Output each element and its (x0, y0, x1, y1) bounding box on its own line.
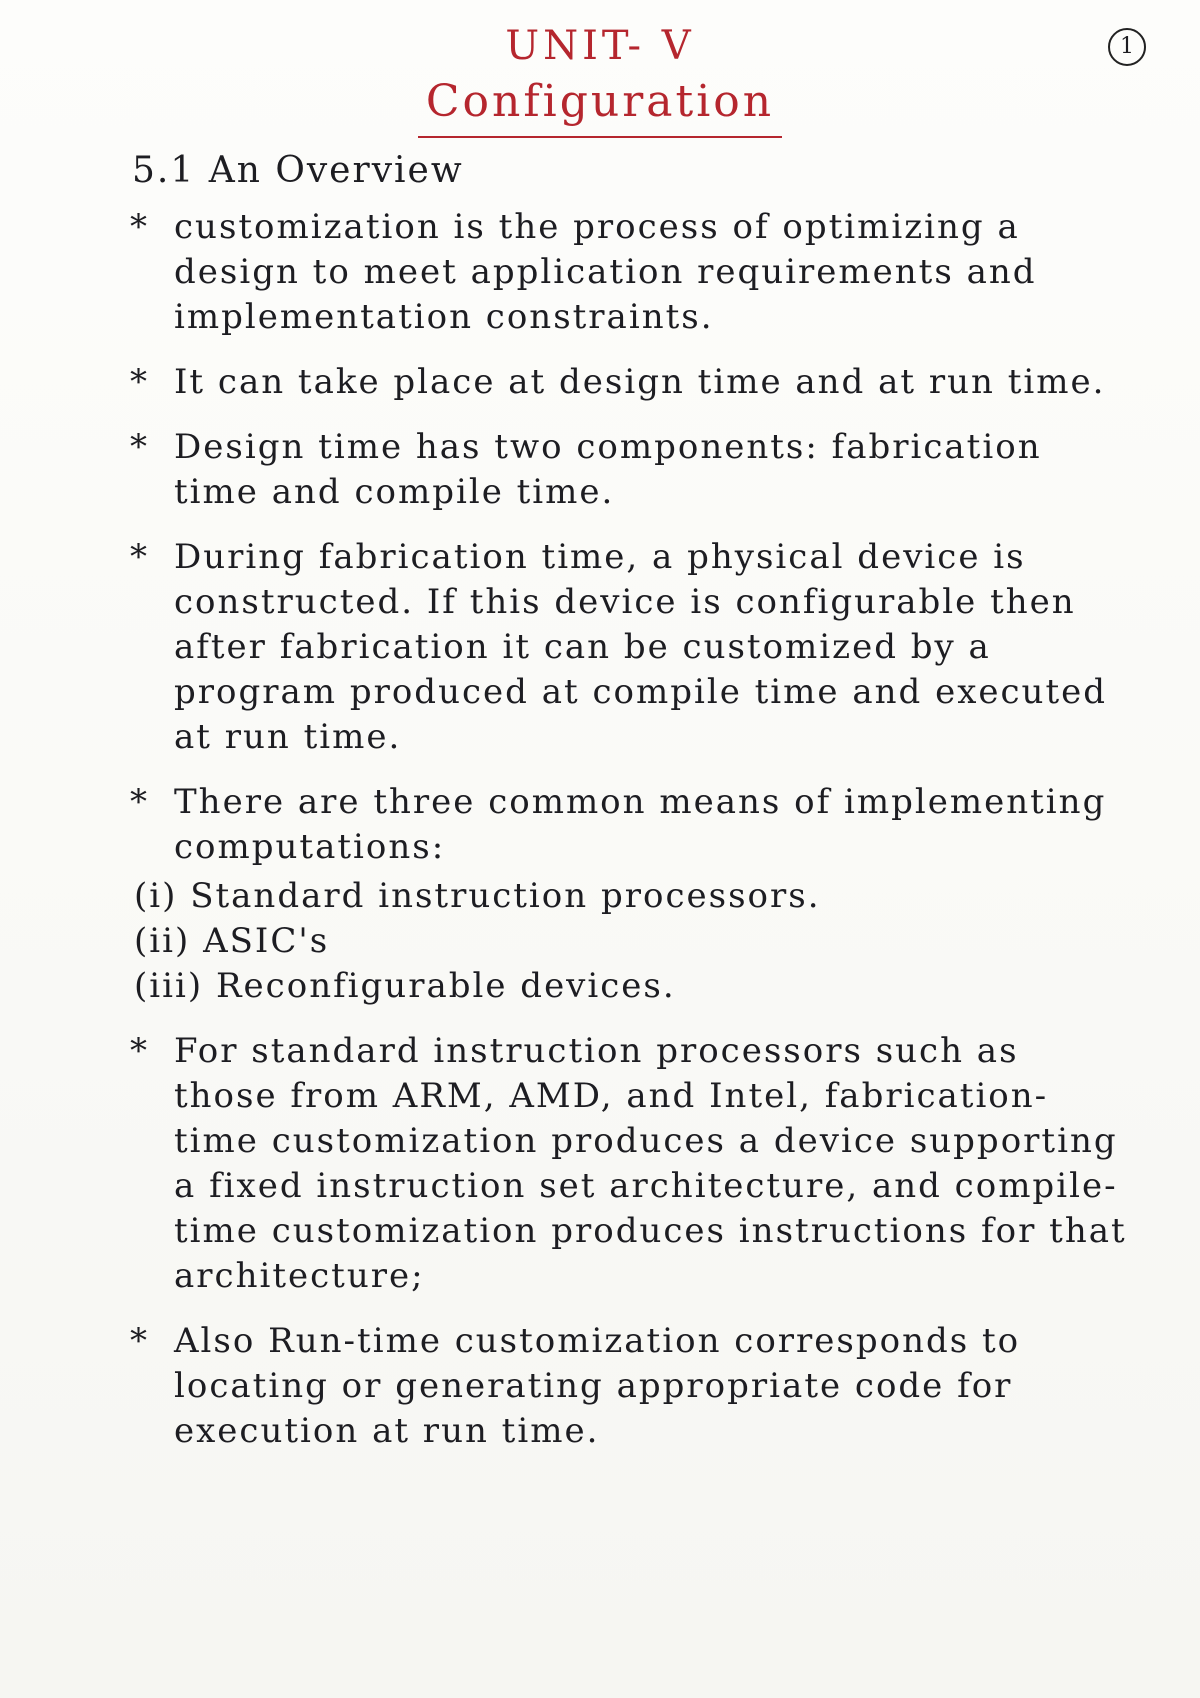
bullet-text: It can take place at design time and at run time. (174, 362, 1106, 402)
bullet-text: During fabrication time, a physical device is constructed. If this device is configurable then after fabrication it can be customized by a program produced at compile time and executed at run time. (174, 537, 1107, 757)
bullet-star-icon: * (130, 1031, 149, 1071)
bullet-text: customization is the process of optimizing a design to meet application requirements and implementation constraints. (174, 207, 1037, 337)
bullet-star-icon: * (130, 782, 149, 822)
bullet-item (130, 780, 1130, 870)
means-list (134, 874, 1130, 1009)
section-heading: 5.1 An Overview (132, 150, 464, 191)
page-number-circle: 1 (1108, 28, 1146, 66)
bullet-star-icon: * (130, 427, 149, 467)
page-header (0, 20, 1200, 138)
bullet-item (130, 360, 1130, 405)
means-item: (ii) ASIC's (134, 921, 330, 961)
bullet-star-icon: * (130, 362, 149, 402)
chapter-title: Configuration (418, 74, 782, 138)
bullet-item (130, 535, 1130, 760)
bullet-item (130, 425, 1130, 515)
notes-body (130, 205, 1130, 1474)
means-item: (i) Standard instruction processors. (134, 876, 821, 916)
bullet-text: There are three common means of implementing computations: (174, 782, 1107, 867)
means-item: (iii) Reconfigurable devices. (134, 966, 676, 1006)
bullet-star-icon: * (130, 1321, 149, 1361)
bullet-star-icon: * (130, 207, 149, 247)
bullet-item (130, 1029, 1130, 1299)
unit-title: UNIT- V (505, 23, 695, 69)
bullet-item (130, 1319, 1130, 1454)
title-wrap (418, 74, 782, 138)
bullet-text: For standard instruction processors such as those from ARM, AMD, and Intel, fabrication-time customization produces a device supporting a fixed instruction set architecture, and compile-time customization produces instructions for that architecture; (174, 1031, 1127, 1296)
bullet-item (130, 205, 1130, 340)
bullet-text: Design time has two components: fabrication time and compile time. (174, 427, 1042, 512)
bullet-star-icon: * (130, 537, 149, 577)
bullet-text: Also Run-time customization corresponds to locating or generating appropriate code for execution at run time. (174, 1321, 1021, 1451)
